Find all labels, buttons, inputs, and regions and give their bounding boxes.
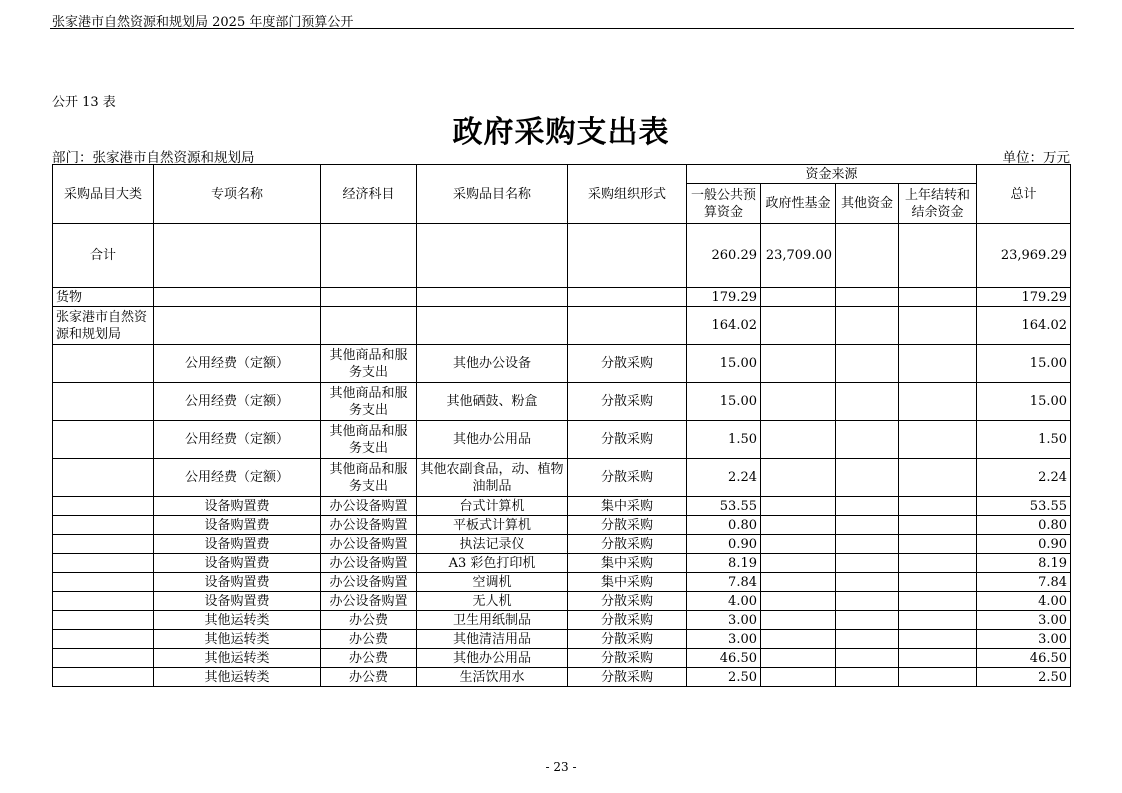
goods-general: 179.29 [687,288,761,307]
header-govfund: 政府性基金 [761,184,836,224]
table-row [53,630,1071,649]
cell-general: 8.19 [687,554,761,573]
header-item: 采购品目名称 [417,165,568,224]
cell-total: 2.24 [977,459,1071,497]
cell-total: 2.50 [977,668,1071,687]
cell-general: 3.00 [687,611,761,630]
total-govfund: 23,709.00 [761,224,836,288]
cell-item: 其他办公用品 [417,649,568,668]
page-title: 政府采购支出表 [452,115,670,150]
cell-org: 集中采购 [568,573,687,592]
cell-econ: 办公设备购置 [321,516,417,535]
goods-label: 货物 [53,288,154,307]
cell-project: 公用经费（定额） [154,345,321,383]
cell-org: 分散采购 [568,383,687,421]
cell-org: 分散采购 [568,535,687,554]
department-label: 部门：张家港市自然资源和规划局 [52,150,255,166]
cell-total: 46.50 [977,649,1071,668]
cell-project: 公用经费（定额） [154,421,321,459]
cell-econ: 办公费 [321,630,417,649]
cell-project: 设备购置费 [154,592,321,611]
cell-item: 平板式计算机 [417,516,568,535]
cell-general: 46.50 [687,649,761,668]
cell-econ: 办公设备购置 [321,535,417,554]
header-carry: 上年结转和结余资金 [899,184,977,224]
cell-org: 分散采购 [568,345,687,383]
header-econ: 经济科目 [321,165,417,224]
header-org: 采购组织形式 [568,165,687,224]
cell-total: 3.00 [977,611,1071,630]
cell-org: 分散采购 [568,611,687,630]
cell-project: 设备购置费 [154,535,321,554]
cell-general: 2.24 [687,459,761,497]
cell-econ: 其他商品和服务支出 [321,383,417,421]
running-header: 张家港市自然资源和规划局 2025 年度部门预算公开 [52,15,354,30]
cell-org: 集中采购 [568,497,687,516]
cell-project: 公用经费（定额） [154,383,321,421]
cell-item: 执法记录仪 [417,535,568,554]
header-total: 总计 [977,165,1071,224]
cell-project: 其他运转类 [154,649,321,668]
header-general: 一般公共预算资金 [687,184,761,224]
table-row [53,345,1071,383]
cell-econ: 办公设备购置 [321,554,417,573]
cell-total: 53.55 [977,497,1071,516]
cell-item: 其他办公用品 [417,421,568,459]
dept-row-label: 张家港市自然资源和规划局 [53,307,154,345]
cell-project: 其他运转类 [154,630,321,649]
table-number: 公开 13 表 [52,95,116,110]
cell-total: 8.19 [977,554,1071,573]
cell-item: 空调机 [417,573,568,592]
total-total: 23,969.29 [977,224,1071,288]
cell-project: 设备购置费 [154,573,321,592]
header-other: 其他资金 [836,184,899,224]
cell-project: 其他运转类 [154,611,321,630]
cell-item: 卫生用纸制品 [417,611,568,630]
table-row [53,516,1071,535]
table-row [53,592,1071,611]
cell-general: 0.90 [687,535,761,554]
cell-econ: 办公设备购置 [321,592,417,611]
cell-econ: 其他商品和服务支出 [321,421,417,459]
cell-econ: 办公费 [321,668,417,687]
cell-econ: 办公费 [321,649,417,668]
total-row [53,224,1071,288]
cell-item: 无人机 [417,592,568,611]
table-row [53,668,1071,687]
cell-econ: 其他商品和服务支出 [321,345,417,383]
cell-general: 3.00 [687,630,761,649]
header-fund-source: 资金来源 [687,165,977,184]
table-row [53,535,1071,554]
cell-general: 15.00 [687,345,761,383]
cell-org: 集中采购 [568,554,687,573]
cell-general: 2.50 [687,668,761,687]
goods-total: 179.29 [977,288,1071,307]
table-row [53,649,1071,668]
goods-row [53,288,1071,307]
cell-item: 其他农副食品，动、植物油制品 [417,459,568,497]
cell-total: 4.00 [977,592,1071,611]
cell-econ: 其他商品和服务支出 [321,459,417,497]
table-row [53,497,1071,516]
cell-project: 设备购置费 [154,554,321,573]
table-row [53,421,1071,459]
cell-item: 其他清洁用品 [417,630,568,649]
header-project: 专项名称 [154,165,321,224]
procurement-table [52,164,1071,687]
cell-total: 15.00 [977,345,1071,383]
cell-org: 分散采购 [568,649,687,668]
header-category: 采购品目大类 [53,165,154,224]
cell-org: 分散采购 [568,630,687,649]
cell-general: 15.00 [687,383,761,421]
cell-org: 分散采购 [568,592,687,611]
cell-econ: 办公费 [321,611,417,630]
total-label: 合计 [53,224,154,288]
cell-general: 7.84 [687,573,761,592]
cell-org: 分散采购 [568,459,687,497]
cell-item: 其他办公设备 [417,345,568,383]
cell-econ: 办公设备购置 [321,573,417,592]
cell-total: 0.90 [977,535,1071,554]
table-row [53,554,1071,573]
cell-general: 0.80 [687,516,761,535]
table-row [53,459,1071,497]
cell-total: 7.84 [977,573,1071,592]
cell-econ: 办公设备购置 [321,497,417,516]
cell-total: 3.00 [977,630,1071,649]
cell-total: 1.50 [977,421,1071,459]
cell-total: 0.80 [977,516,1071,535]
table-row [53,611,1071,630]
cell-project: 设备购置费 [154,516,321,535]
table-row [53,383,1071,421]
dept-row-total: 164.02 [977,307,1071,345]
cell-total: 15.00 [977,383,1071,421]
cell-org: 分散采购 [568,421,687,459]
table-row [53,573,1071,592]
cell-general: 1.50 [687,421,761,459]
cell-item: A3 彩色打印机 [417,554,568,573]
cell-item: 台式计算机 [417,497,568,516]
cell-org: 分散采购 [568,516,687,535]
cell-item: 其他硒鼓、粉盒 [417,383,568,421]
dept-row-general: 164.02 [687,307,761,345]
cell-item: 生活饮用水 [417,668,568,687]
page-number: - 23 - [545,760,577,774]
dept-row [53,307,1071,345]
total-general: 260.29 [687,224,761,288]
cell-general: 53.55 [687,497,761,516]
unit-label: 单位：万元 [1002,150,1070,166]
cell-project: 设备购置费 [154,497,321,516]
header-rule [50,28,1074,29]
cell-project: 公用经费（定额） [154,459,321,497]
cell-org: 分散采购 [568,668,687,687]
cell-project: 其他运转类 [154,668,321,687]
cell-general: 4.00 [687,592,761,611]
